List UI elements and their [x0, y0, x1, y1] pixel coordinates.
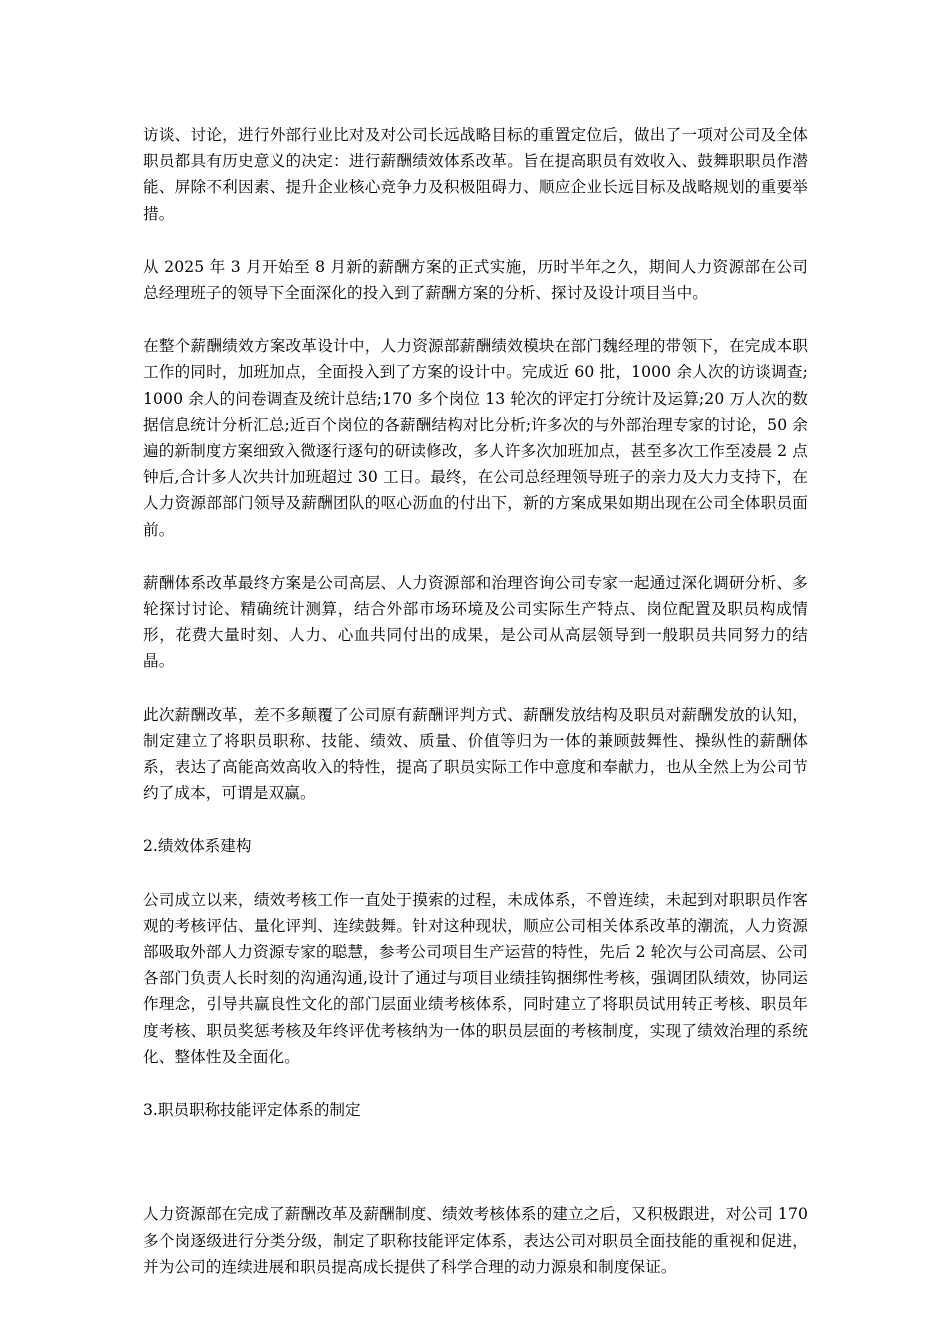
paragraph-spacer: [143, 860, 808, 887]
section-heading-title-evaluation: 3.职员职称技能评定体系的制定: [143, 1101, 361, 1120]
paragraph-timeline: 从 2025 年 3 月开始至 8 月新的薪酬方案的正式实施，历时半年之久，期间人力资源部在公司总经理班子的领导下全面深化的投入到了薪酬方案的分析、探讨及设计项目当中。: [143, 257, 808, 303]
paragraph-final-plan: 薪酬体系改革最终方案是公司高层、人力资源部和治理咨询公司专家一起通过深化调研分析、多轮探讨讨论、精确统计测算，结合外部市场环境及公司实际生产特点、岗位配置及职员构成情形，花费大量时刻、人力、心血共同付出的成果，是公司从高层领导到一般职员共同努力的结晶。: [143, 573, 808, 671]
section-heading-performance: 2.绩效体系建构: [143, 837, 252, 856]
paragraph-spacer: [143, 227, 808, 254]
paragraph-performance-system: 公司成立以来，绩效考核工作一直处于摸索的过程，未成体系，不曾连续，未起到对职职员作客观的考核评估、量化评判、连续鼓舞。针对这种现状，顺应公司相关体系改革的潮流，人力资源部吸取外部人力资源专家的聪慧，参考公司项目生产运营的特性，先后 2 轮次与公司高层、公司各部门负责人长时刻的沟通沟通,设计了通过与项目业绩挂钩捆绑性考核，强调团队绩效，协同运作理念，引导共赢良性文化的部门层面业绩考核体系，同时建立了将职员试用转正考核、职员年度考核、职员奖惩考核及年终评优考核纳为一体的职员层面的考核制度，实现了绩效治理的系统化、整体性及全面化。: [143, 890, 808, 1066]
paragraph-spacer: [143, 1123, 808, 1201]
paragraph-reform-effect: 此次薪酬改革，差不多颠覆了公司原有薪酬评判方式、薪酬发放结构及职员对薪酬发放的认知，制定建立了将职员职称、技能、绩效、质量、价值等归为一体的兼顾鼓舞性、操纵性的薪酬体系，表达了高能高效高收入的特性，提高了职员实际工作中意度和奉献力，也从全然上为公司节约了成本，可谓是双赢。: [143, 705, 808, 803]
paragraph-spacer: [143, 543, 808, 570]
paragraph-spacer: [143, 806, 808, 833]
document-body: [143, 122, 808, 1280]
paragraph-design-work: 在整个薪酬绩效方案改革设计中，人力资源部薪酬绩效模块在部门魏经理的带领下，在完成本职工作的同时，加班加点，全面投入到了方案的设计中。完成近 60 批，1000 余人次的访谈调查;1000 余人的问卷调查及统计总结;170 多个岗位 13 轮次的评定打分统计及运算;20 万人次的数据信息统计分析汇总;近百个岗位的各薪酬结构对比分析;许多次的与外部治理专家的讨论，50 余遍的新制度方案细致入微逐行逐句的研读修改，多人许多次加班加点，甚至多次工作至凌晨 2 点钟后,合计多人次共计加班超过 30 工日。最终，在公司总经理领导班子的亲力及大力支持下，在人力资源部部门领导及薪酬团队的呕心沥血的付出下，新的方案成果如期出现在公司全体职员面前。: [143, 337, 808, 539]
paragraph-reform-decision: 访谈、讨论，进行外部行业比对及对公司长远战略目标的重置定位后，做出了一项对公司及全体职员都具有历史意义的决定：进行薪酬绩效体系改革。旨在提高职员有效收入、鼓舞职职员作潜能、屏除不利因素、提升企业核心竞争力及积极阻碍力、顺应企业长远目标及战略规划的重要举措。: [143, 126, 808, 223]
paragraph-spacer: [143, 675, 808, 702]
paragraph-title-evaluation: 人力资源部在完成了薪酬改革及薪酬制度、绩效考核体系的建立之后，又积极跟进，对公司 170 多个岗逐级进行分类分级，制定了职称技能评定体系，表达公司对职员全面技能的重视和促进，并为公司的连续进展和职员提高成长提供了科学合理的动力源泉和制度保证。: [143, 1205, 808, 1276]
paragraph-spacer: [143, 306, 808, 333]
paragraph-spacer: [143, 1070, 808, 1097]
